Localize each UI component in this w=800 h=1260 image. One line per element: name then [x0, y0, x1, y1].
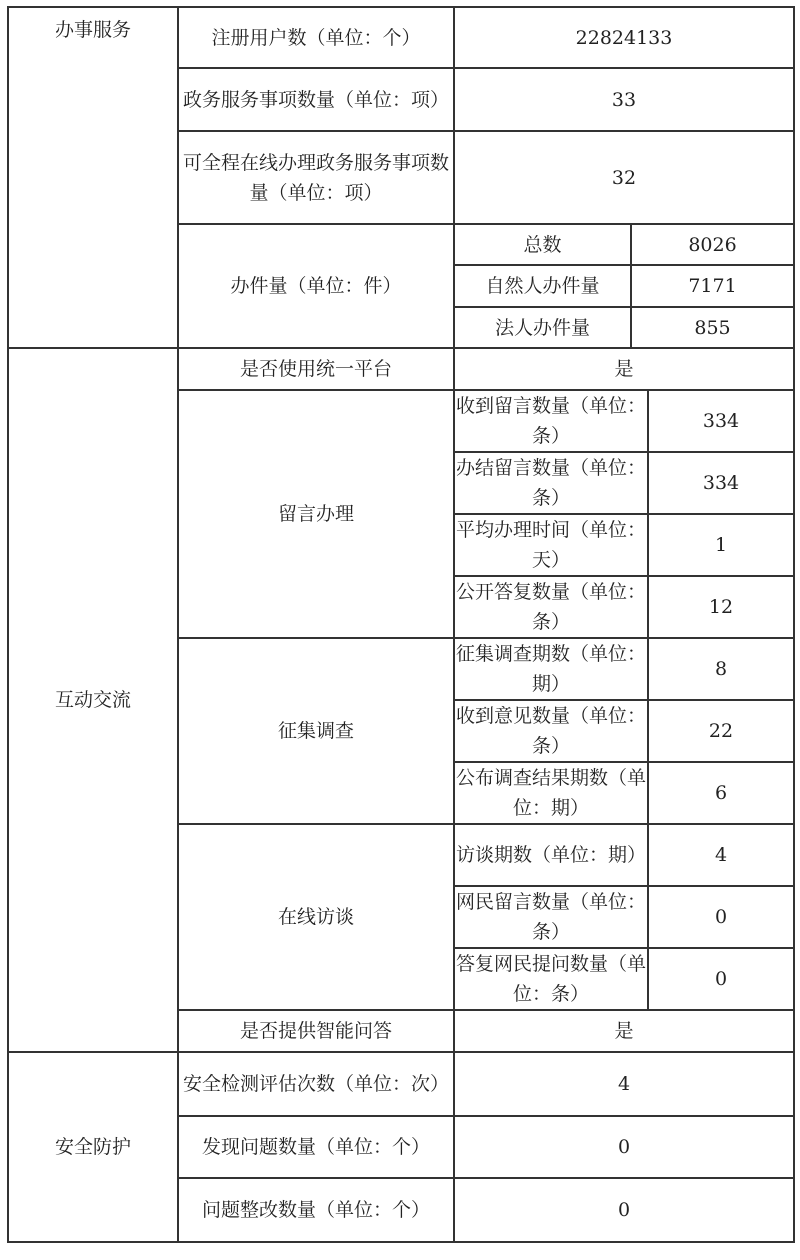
- divider-row: [453, 885, 795, 887]
- divider-row: [453, 575, 795, 577]
- security-tests-value: 4: [617, 1073, 631, 1095]
- cases-legal-label: 法人办件量: [494, 316, 590, 339]
- divider-row: [453, 761, 795, 763]
- interview-messages-value: 0: [714, 906, 728, 928]
- divider-row: [177, 1177, 795, 1179]
- section-security: [8, 1052, 178, 1242]
- section-label: 互动交流: [54, 689, 131, 711]
- divider-row: [177, 389, 795, 391]
- interview-replies-label: 答复网民提问数量（单位：条）: [455, 953, 647, 1005]
- interview-messages-label: 网民留言数量（单位：条）: [455, 891, 647, 943]
- survey-results-value: 6: [714, 782, 728, 804]
- message-handling-label: 留言办理: [277, 503, 354, 525]
- divider-row: [453, 264, 795, 266]
- msg-closed-value: 334: [702, 472, 740, 494]
- divider-row: [177, 223, 795, 225]
- divider-row: [453, 947, 795, 949]
- divider-row: [177, 130, 795, 132]
- section-label: 办事服务: [54, 19, 131, 41]
- msg-received-label: 收到留言数量（单位：条）: [455, 395, 647, 447]
- divider-row: [453, 513, 795, 515]
- cases-natural-value: 7171: [688, 275, 737, 297]
- platform-value: 是: [614, 358, 634, 380]
- cases-natural-label: 自然人办件量: [485, 275, 600, 297]
- smart-qa-label: 是否提供智能问答: [239, 1020, 392, 1042]
- issues-fixed-label: 问题整改数量（单位：个）: [201, 1199, 431, 1221]
- table-border-top: [7, 6, 795, 8]
- section-label: 安全防护: [54, 1136, 131, 1158]
- interview-periods-label: 访谈期数（单位：期）: [455, 844, 647, 866]
- interview-periods-value: 4: [714, 844, 728, 866]
- cases-total-value: 8026: [688, 233, 737, 256]
- msg-closed-label: 办结留言数量（单位：条）: [455, 457, 647, 509]
- issues-found-value: 0: [617, 1136, 631, 1158]
- registered-users-label: 注册用户数（单位：个）: [211, 26, 421, 49]
- smart-qa-value: 是: [614, 1020, 634, 1042]
- section-interaction: [8, 348, 178, 1052]
- msg-received-value: 334: [702, 410, 740, 432]
- platform-label: 是否使用统一平台: [239, 358, 392, 380]
- divider-col2: [453, 6, 455, 1242]
- cases-label: 办件量（单位：件）: [230, 275, 402, 297]
- divider-row: [453, 451, 795, 453]
- divider-row: [177, 823, 795, 825]
- online-items-value: 32: [611, 166, 637, 189]
- divider-row: [177, 1115, 795, 1117]
- survey-periods-value: 8: [714, 658, 728, 680]
- survey-results-label: 公布调查结果期数（单位：期）: [455, 767, 647, 819]
- divider-row: [453, 306, 795, 308]
- divider-col1: [177, 6, 179, 1242]
- section-office-services: [8, 7, 178, 348]
- interview-replies-value: 0: [714, 968, 728, 990]
- online-items-label: 可全程在线办理政务服务事项数量（单位：项）: [182, 151, 450, 204]
- divider-row: [177, 637, 795, 639]
- survey-opinions-value: 22: [708, 720, 734, 742]
- interview-label: 在线访谈: [277, 906, 354, 928]
- msg-public-reply-label: 公开答复数量（单位：条）: [455, 581, 647, 633]
- divider-row: [177, 1009, 795, 1011]
- registered-users-value: 22824133: [575, 26, 673, 49]
- survey-opinions-label: 收到意见数量（单位：条）: [455, 705, 647, 757]
- issues-found-label: 发现问题数量（单位：个）: [201, 1136, 431, 1158]
- msg-avg-time-label: 平均办理时间（单位：天）: [455, 519, 647, 571]
- divider-cases-sub: [630, 224, 632, 348]
- cases-legal-value: 855: [694, 316, 731, 339]
- divider-section-2: [7, 347, 795, 349]
- security-tests-label: 安全检测评估次数（单位：次）: [182, 1073, 450, 1095]
- cases-total-label: 总数: [523, 233, 562, 256]
- divider-row: [453, 699, 795, 701]
- table-border-bottom: [7, 1241, 795, 1243]
- issues-fixed-value: 0: [617, 1199, 631, 1221]
- msg-avg-time-value: 1: [714, 534, 728, 556]
- service-items-label: 政务服务事项数量（单位：项）: [182, 88, 450, 111]
- table-border-right: [793, 6, 795, 1242]
- survey-periods-label: 征集调查期数（单位：期）: [455, 643, 647, 695]
- survey-label: 征集调查: [277, 720, 354, 742]
- msg-public-reply-value: 12: [708, 596, 734, 618]
- divider-section-3: [7, 1051, 795, 1053]
- table-border-left: [7, 6, 9, 1242]
- service-items-value: 33: [611, 88, 637, 111]
- divider-row: [177, 67, 795, 69]
